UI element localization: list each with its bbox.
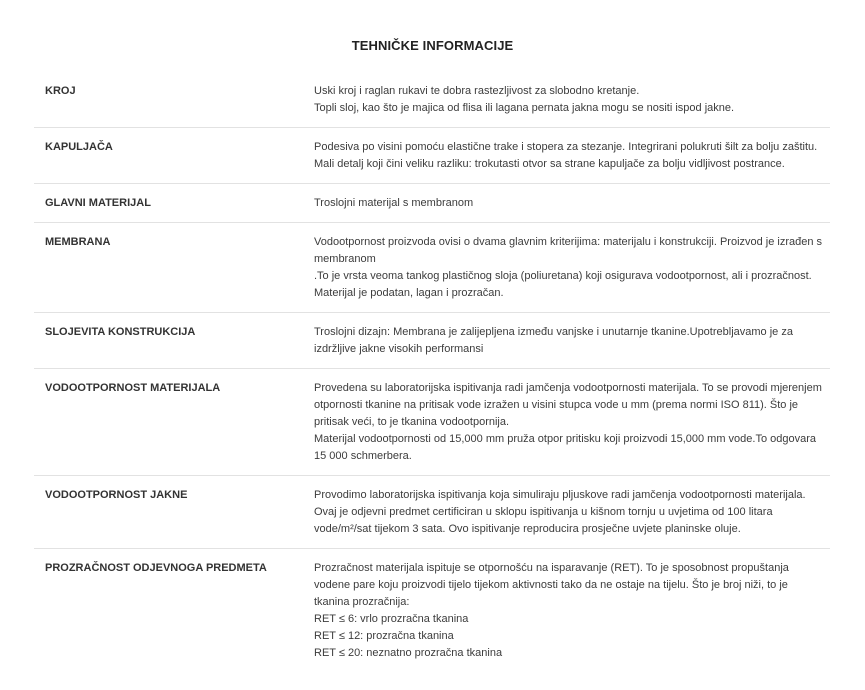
spec-row-vodootpornost-jakne	[34, 476, 830, 549]
spec-line: Troslojni dizajn: Membrana je zalijepljena između vanjske i unutarnje tkanine.Upotrebljavamo je za izdržljive jakne visokih performansi	[314, 326, 793, 355]
spec-row-kapuljaca	[34, 128, 830, 184]
spec-table	[34, 72, 830, 672]
spec-row-vodootpornost-materijala	[34, 369, 830, 476]
spec-label: VODOOTPORNOST MATERIJALA	[45, 382, 221, 394]
spec-value	[314, 560, 830, 662]
spec-line: Troslojni materijal s membranom	[314, 197, 474, 209]
spec-line: Materijal vodootpornosti od 15,000 mm pruža otpor pritisku koji proizvodi 15,000 mm vode.To odgovara 15 000 schmerbera.	[314, 433, 816, 462]
spec-value	[314, 234, 830, 302]
spec-value	[314, 380, 830, 465]
spec-line: Provedena su laboratorijska ispitivanja radi jamčenja vodootpornosti materijala. To se provodi mjerenjem otpornosti tkanine na pritisak vode izražen u visini stupca vode u mm (prema normi ISO 811). Što je pritisak veći, to je tkanina vodootpornija.	[314, 382, 822, 428]
spec-label: MEMBRANA	[45, 236, 111, 248]
spec-row-glavni-materijal	[34, 184, 830, 223]
spec-line: Topli sloj, kao što je majica od flisa ili lagana pernata jakna mogu se nositi ispod jakne.	[314, 102, 735, 114]
spec-line: RET ≤ 12: prozračna tkanina	[314, 630, 454, 642]
spec-label: KAPULJAČA	[45, 141, 113, 153]
spec-value	[314, 139, 830, 173]
spec-row-slojevita-konstrukcija	[34, 313, 830, 369]
spec-value	[314, 487, 830, 538]
page-title: TEHNIČKE INFORMACIJE	[351, 38, 514, 53]
spec-line: RET ≤ 6: vrlo prozračna tkanina	[314, 613, 469, 625]
spec-value	[314, 195, 830, 212]
spec-label: KROJ	[45, 85, 76, 97]
spec-row-prozracnost	[34, 549, 830, 672]
spec-label: VODOOTPORNOST JAKNE	[45, 489, 188, 501]
spec-label: PROZRAČNOST ODJEVNOGA PREDMETA	[45, 562, 267, 574]
spec-line: Prozračnost materijala ispituje se otpornošću na isparavanje (RET). To je sposobnost propuštanja vodene pare koju proizvodi tijelo tijekom aktivnosti tako da ne ostaje na tijelu. Što je broj niži, to je tkanina prozračnija:	[314, 562, 789, 608]
spec-line: Vodootpornost proizvoda ovisi o dvama glavnim kriterijima: materijalu i konstrukciji. Proizvod je izrađen s membranom	[314, 236, 823, 265]
spec-row-membrana	[34, 223, 830, 313]
spec-value	[314, 83, 830, 117]
spec-label: GLAVNI MATERIJAL	[45, 197, 151, 209]
spec-row-kroj	[34, 72, 830, 128]
spec-line: Provodimo laboratorijska ispitivanja koja simuliraju pljuskove radi jamčenja vodootpornosti materijala. Ovaj je odjevni predmet certificiran u sklopu ispitivanja u kišnom tornju u uvjetima od 100 litara vode/m²/sat tijekom 3 sata. Ovo ispitivanje reproducira prosječne uvjete planinske oluje.	[314, 489, 806, 535]
spec-line: Podesiva po visini pomoću elastične trake i stopera za stezanje. Integrirani polukruti šilt za bolju zaštitu.	[314, 141, 818, 153]
spec-line: .To je vrsta veoma tankog plastičnog sloja (poliuretana) koji osigurava vodootpornost, ali i prozračnost. Materijal je podatan, lagan i prozračan.	[314, 270, 812, 299]
spec-line: Uski kroj i raglan rukavi te dobra rastezljivost za slobodno kretanje.	[314, 85, 640, 97]
spec-line: Mali detalj koji čini veliku razliku: trokutasti otvor sa strane kapuljače za bolju vidljivost postrance.	[314, 158, 785, 170]
spec-value	[314, 324, 830, 358]
spec-label: SLOJEVITA KONSTRUKCIJA	[45, 326, 196, 338]
spec-line: RET ≤ 20: neznatno prozračna tkanina	[314, 647, 503, 659]
